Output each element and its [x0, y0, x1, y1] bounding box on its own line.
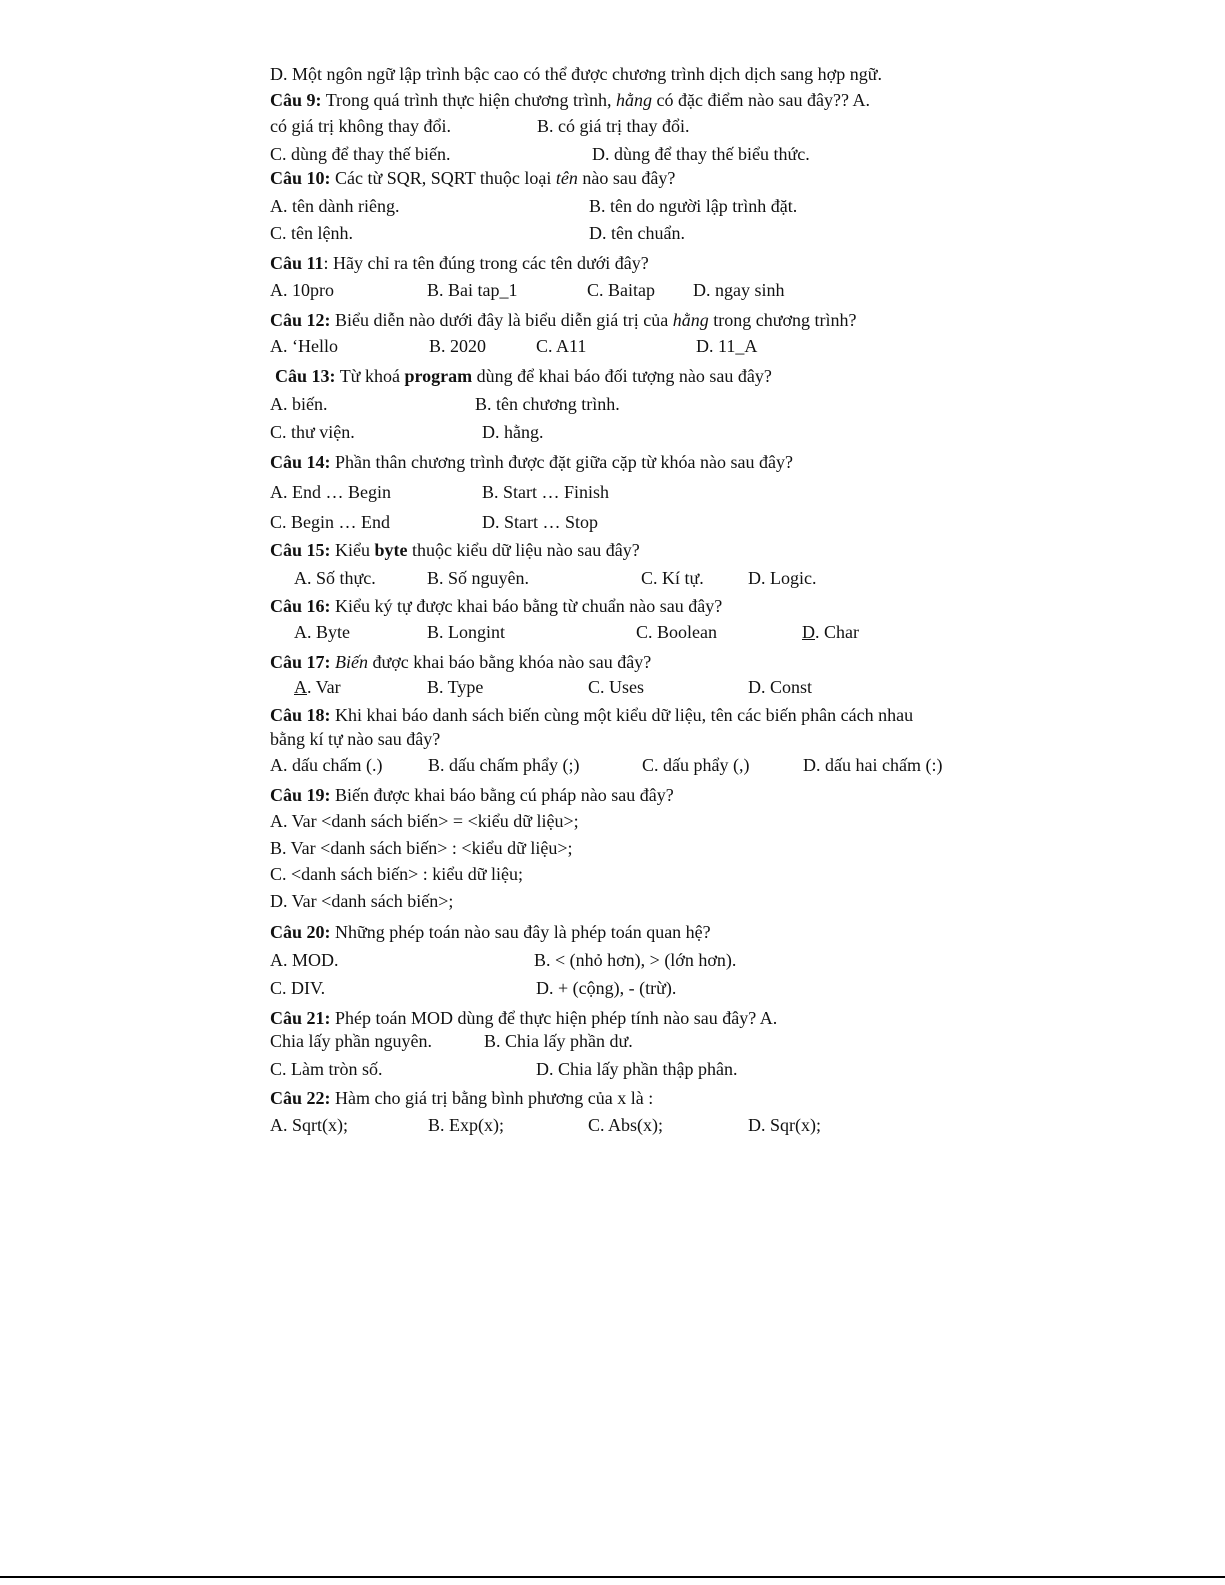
question-text: Hàm cho giá trị bằng bình phương của x là :: [330, 1088, 654, 1108]
option-b: B. < (nhỏ hơn), > (lớn hơn).: [534, 950, 737, 970]
option-c: C. Uses: [588, 677, 645, 697]
option-b: B. có giá trị thay đổi.: [537, 116, 690, 136]
question-13-options-2: [270, 420, 980, 444]
option-a: A. Byte: [294, 622, 350, 642]
italic-term: Biến: [330, 652, 369, 672]
option-a: A. MOD.: [270, 950, 339, 970]
question-22-options: [270, 1113, 980, 1137]
question-number: Câu 19:: [270, 785, 331, 805]
question-16: [270, 594, 980, 618]
question-number: Câu 16:: [270, 596, 331, 616]
question-19: [270, 783, 980, 807]
question-text: Các từ SQR, SQRT thuộc loại: [330, 168, 556, 188]
option-a: A. dấu chấm (.): [270, 755, 383, 775]
question-19-option-b: [270, 836, 980, 860]
option-d: D. Chia lấy phần thập phân.: [536, 1059, 738, 1079]
question-16-options: [270, 620, 980, 644]
option-c: C. dấu phẩy (,): [642, 755, 750, 775]
question-number: Câu 20:: [270, 922, 331, 942]
question-text: Phần thân chương trình được đặt giữa cặp từ khóa nào sau đây?: [330, 452, 793, 472]
question-number: Câu 18:: [270, 705, 331, 725]
question-13: [270, 364, 980, 388]
question-14-options-2: [270, 510, 980, 534]
option-d: D. dùng để thay thế biểu thức.: [592, 144, 810, 164]
option-b: B. Type: [427, 677, 484, 697]
option-b: B. 2020: [429, 336, 487, 356]
question-10-options-2: [270, 221, 980, 245]
question-number: Câu 12:: [270, 310, 331, 330]
question-text: Những phép toán nào sau đây là phép toán quan hệ?: [330, 922, 711, 942]
question-number: Câu 21:: [270, 1008, 331, 1028]
question-21-options-1: [270, 1029, 980, 1053]
question-text: Biến được khai báo bằng cú pháp nào sau đây?: [330, 785, 674, 805]
option-b: B. Var <danh sách biến> : <kiểu dữ liệu>;: [270, 838, 573, 858]
bold-keyword: byte: [374, 540, 408, 560]
question-text: thuộc kiểu dữ liệu nào sau đây?: [407, 540, 640, 560]
question-number: Câu 14:: [270, 452, 331, 472]
question-17-options: [270, 675, 980, 699]
question-text: được khai báo bằng khóa nào sau đây?: [368, 652, 652, 672]
option-d: D. Const: [748, 677, 813, 697]
option-text: D. Một ngôn ngữ lập trình bậc cao có thể được chương trình dịch dịch sang hợp ngữ.: [270, 64, 882, 84]
question-text: Kiểu ký tự được khai báo bằng từ chuẩn nào sau đây?: [330, 596, 723, 616]
question-20: [270, 920, 980, 944]
option-c: C. A11: [536, 336, 587, 356]
question-20-options-1: [270, 948, 980, 972]
option-d: D. ngay sinh: [693, 280, 785, 300]
question-11-options: [270, 278, 980, 302]
question-text: Biểu diễn nào dưới đây là biểu diễn giá trị của: [330, 310, 673, 330]
question-9-options-1: [270, 114, 980, 138]
question-text: nào sau đây?: [577, 168, 676, 188]
option-b: B. Chia lấy phần dư.: [484, 1031, 633, 1051]
question-15: [270, 538, 980, 562]
option-d: D. dấu hai chấm (:): [803, 755, 943, 775]
option-d: D. 11_A: [696, 336, 758, 356]
question-number: Câu 13:: [275, 366, 336, 386]
question-text: Phép toán MOD dùng để thực hiện phép tính nào sau đây? A.: [330, 1008, 778, 1028]
question-18: [270, 703, 980, 727]
question-11: [270, 251, 980, 275]
option-a: A. biến.: [270, 394, 328, 414]
question-number: Câu 9:: [270, 90, 322, 110]
question-text: : Hãy chỉ ra tên đúng trong các tên dưới đây?: [323, 253, 649, 273]
question-number: Câu 11: [270, 253, 324, 273]
question-19-option-c: [270, 862, 980, 886]
question-22: [270, 1086, 980, 1110]
option-d: D. hằng.: [482, 422, 544, 442]
question-9: [270, 88, 980, 112]
option-b: B. tên do người lập trình đặt.: [589, 196, 798, 216]
option-b: B. Bai tap_1: [427, 280, 518, 300]
option-a: A. End … Begin: [270, 482, 391, 502]
question-14: [270, 450, 980, 474]
option-a: A. Số thực.: [294, 568, 376, 588]
option-b: B. Exp(x);: [428, 1115, 504, 1135]
option-d: D. tên chuẩn.: [589, 223, 685, 243]
bold-keyword: program: [404, 366, 473, 386]
option-d: D. Var <danh sách biến>;: [270, 891, 454, 911]
option-c: C. Abs(x);: [588, 1115, 664, 1135]
question-number: Câu 22:: [270, 1088, 331, 1108]
option-d: . Char: [815, 622, 859, 642]
option-b: B. dấu chấm phẩy (;): [428, 755, 580, 775]
question-10: [270, 166, 980, 190]
question-9-options-2: [270, 142, 980, 166]
option-d: D. Logic.: [748, 568, 817, 588]
option-a: Chia lấy phần nguyên.: [270, 1031, 432, 1051]
option-c: C. Kí tự.: [641, 568, 704, 588]
answer-letter-underlined: D: [802, 622, 815, 642]
page-bottom-rule: [0, 1576, 1225, 1578]
question-number: Câu 15:: [270, 540, 331, 560]
option-c: C. tên lệnh.: [270, 223, 353, 243]
question-text: Trong quá trình thực hiện chương trình,: [321, 90, 617, 110]
option-c: C. Baitap: [587, 280, 655, 300]
italic-term: hằng: [616, 90, 653, 110]
option-b: B. Số nguyên.: [427, 568, 530, 588]
option-d: D. Start … Stop: [482, 512, 599, 532]
question-text: có đặc điểm nào sau đây?? A.: [652, 90, 870, 110]
option-c: C. Boolean: [636, 622, 717, 642]
option-a: . Var: [307, 677, 341, 697]
option-b: B. Longint: [427, 622, 506, 642]
question-number: Câu 17:: [270, 652, 331, 672]
option-d: D. + (cộng), - (trừ).: [536, 978, 677, 998]
question-17: [270, 650, 980, 674]
option-c: C. Begin … End: [270, 512, 390, 532]
question-text: trong chương trình?: [708, 310, 857, 330]
option-b: B. Start … Finish: [482, 482, 610, 502]
question-text: Khi khai báo danh sách biến cùng một kiểu dữ liệu, tên các biến phân cách nhau: [330, 705, 914, 725]
question-21-options-2: [270, 1057, 980, 1081]
question-12-options: [270, 334, 980, 358]
question-21: [270, 1006, 980, 1030]
option-a: A. 10pro: [270, 280, 334, 300]
question-14-options-1: [270, 480, 980, 504]
question-number: Câu 10:: [270, 168, 331, 188]
question-18-options: [270, 753, 980, 777]
option-c: C. <danh sách biến> : kiểu dữ liệu;: [270, 864, 524, 884]
option-c: C. dùng để thay thế biến.: [270, 144, 451, 164]
question-text: dùng để khai báo đối tượng nào sau đây?: [472, 366, 772, 386]
italic-term: hằng: [672, 310, 709, 330]
question-18-line-2: [270, 727, 980, 751]
italic-term: tên: [555, 168, 578, 188]
question-12: [270, 308, 980, 332]
option-c: C. Làm tròn số.: [270, 1059, 383, 1079]
answer-letter-underlined: A: [294, 677, 307, 697]
option-b: B. tên chương trình.: [475, 394, 620, 414]
question-19-option-d: [270, 889, 980, 913]
line-d-option: [270, 62, 980, 86]
question-10-options-1: [270, 194, 980, 218]
question-20-options-2: [270, 976, 980, 1000]
question-text: bằng kí tự nào sau đây?: [270, 729, 441, 749]
option-a: A. Sqrt(x);: [270, 1115, 348, 1135]
option-c: C. thư viện.: [270, 422, 355, 442]
question-13-options-1: [270, 392, 980, 416]
question-text: Từ khoá: [335, 366, 405, 386]
option-a: có giá trị không thay đổi.: [270, 116, 451, 136]
option-c: C. DIV.: [270, 978, 326, 998]
option-d: D. Sqr(x);: [748, 1115, 821, 1135]
question-text: Kiểu: [330, 540, 375, 560]
option-a: A. tên dành riêng.: [270, 196, 400, 216]
option-a: A. Var <danh sách biến> = <kiểu dữ liệu>;: [270, 811, 579, 831]
question-15-options: [270, 566, 980, 590]
option-a: A. ‘Hello: [270, 336, 338, 356]
question-19-option-a: [270, 809, 980, 833]
